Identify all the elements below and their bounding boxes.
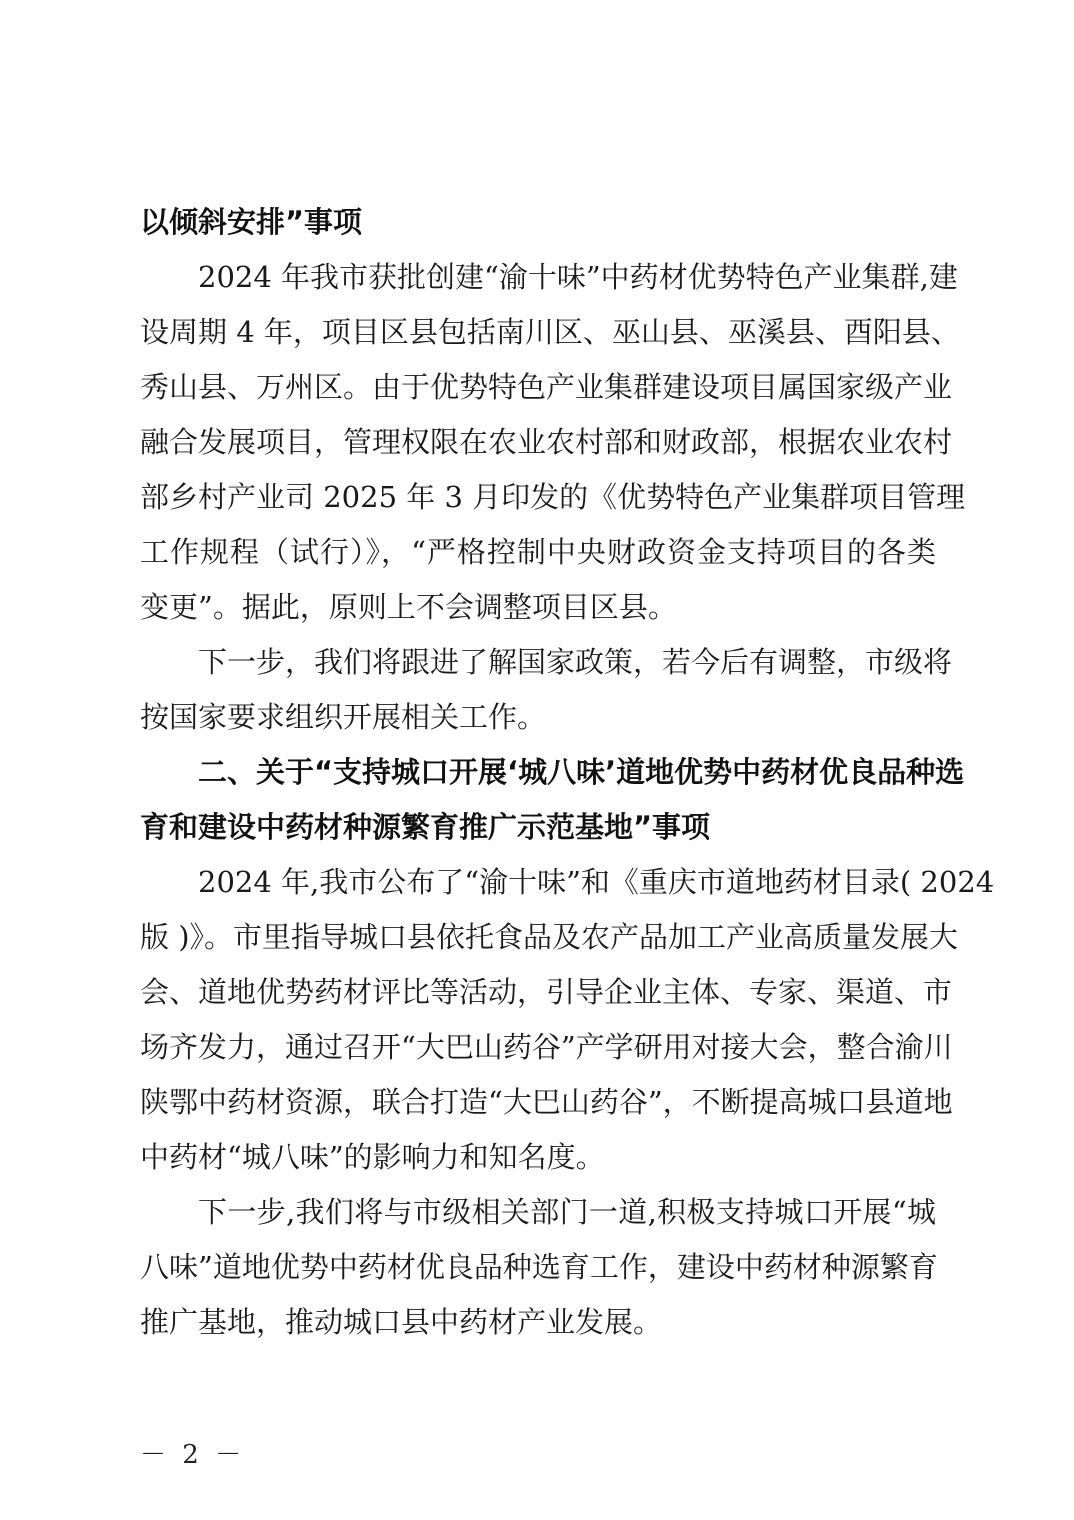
paragraph-line: 下一步,我们将与市级相关部门一道,积极支持城口开展“城 [198, 1195, 936, 1229]
paragraph-chengkou [140, 855, 995, 1185]
paragraph-industry-cluster [140, 250, 966, 635]
page-number: － 2 － [140, 1440, 246, 1470]
paragraph-line: 推广基地，推动城口县中药材产业发展。 [140, 1305, 663, 1339]
section-heading-continuation [140, 195, 936, 250]
heading-line: 育和建设中药材种源繁育推广示范基地”事项 [140, 810, 711, 844]
section-heading-2 [140, 745, 965, 855]
paragraph-line: 八味”道地优势中药材优良品种选育工作，建设中药材种源繁育 [140, 1250, 938, 1284]
paragraph-line: 下一步，我们将跟进了解国家政策，若今后有调整，市级将 [198, 645, 953, 679]
paragraph-line: 设周期 4 年，项目区县包括南川区、巫山县、巫溪县、酉阳县、 [140, 315, 960, 349]
paragraph-line: 按国家要求组织开展相关工作。 [140, 700, 547, 734]
paragraph-line: 秀山县、万州区。由于优势特色产业集群建设项目属国家级产业 [140, 370, 953, 404]
heading-line: 二、关于“支持城口开展‘城八味’道地优势中药材优良品种选 [198, 755, 965, 789]
paragraph-line: 会、道地优势药材评比等活动，引导企业主体、专家、渠道、市 [140, 975, 953, 1009]
paragraph-line: 版 )》。市里指导城口县依托食品及农产品加工产业高质量发展大 [140, 920, 959, 954]
paragraph-line: 陕鄂中药材资源，联合打造“大巴山药谷”，不断提高城口县道地 [140, 1085, 953, 1119]
paragraph-line: 2024 年我市获批创建“渝十味”中药材优势特色产业集群,建 [198, 260, 958, 294]
heading-line: 以倾斜安排”事项 [140, 205, 363, 239]
paragraph-line: 场齐发力，通过召开“大巴山药谷”产学研用对接大会，整合渝川 [140, 1030, 953, 1064]
paragraph-line: 变更”。据此，原则上不会调整项目区县。 [140, 590, 677, 624]
paragraph-line: 中药材“城八味”的影响力和知名度。 [140, 1140, 605, 1174]
paragraph-line: 部乡村产业司 2025 年 3 月印发的《优势特色产业集群项目管理 [140, 480, 966, 514]
paragraph-next-step-2 [140, 1185, 936, 1350]
paragraph-line: 融合发展项目，管理权限在农业农村部和财政部，根据农业农村 [140, 425, 953, 459]
paragraph-next-step-1 [140, 635, 953, 745]
paragraph-line: 工作规程（试行）》，“严格控制中央财政资金支持项目的各类 [140, 535, 936, 569]
document-body [140, 195, 995, 1350]
paragraph-line: 2024 年,我市公布了“渝十味”和《重庆市道地药材目录( 2024 [198, 865, 995, 899]
